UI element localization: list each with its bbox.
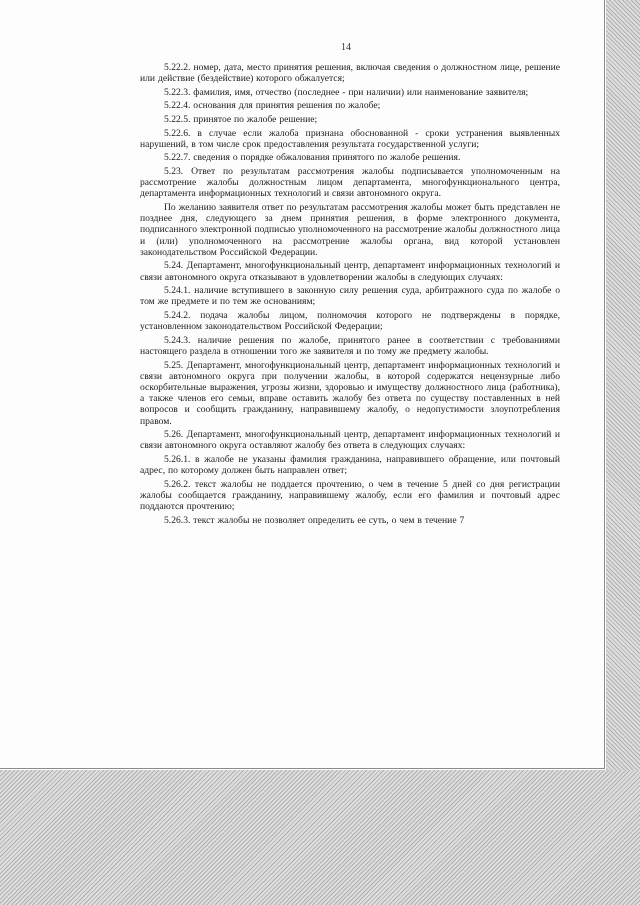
paragraph-5-25: 5.25. Департамент, многофункциональный центр, департамент информационных технологий и связи автономного округа при получении жалобы, в которой содержатся нецензурные либо оскорбительные выражения, угрозы жизни, здоровью и имуществу должностного лица (работника), а также членов его семьи, вправе оставить жалобу без ответа по существу поставленных в ней вопросов и сообщить гражданину, направившему жалобу, о недопустимости злоупотребления правом. xyxy=(140,359,560,427)
paragraph-5-26: 5.26. Департамент, многофункциональный центр, департамент информационных технологий и связи автономного округа оставляют жалобу без ответа в следующих случаях: xyxy=(140,429,560,452)
paragraph-5-22-2: 5.22.2. номер, дата, место принятия решения, включая сведения о должностном лице, решение или действие (бездействие) которого обжалуется; xyxy=(140,62,560,85)
paragraph-5-24-3: 5.24.3. наличие решения по жалобе, принятого ранее в соответствии с требованиями настоящего раздела в отношении того же заявителя и по тому же предмету жалобы. xyxy=(140,334,560,357)
document-body xyxy=(140,62,560,526)
paragraph-5-22-3: 5.22.3. фамилия, имя, отчество (последнее - при наличии) или наименование заявителя; xyxy=(164,86,529,98)
paragraph-5-24-1: 5.24.1. наличие вступившего в законную силу решения суда, арбитражного суда по жалобе о том же предмете и по тем же основаниям; xyxy=(140,285,560,308)
paragraph-5-22-7: 5.22.7. сведения о порядке обжалования принятого по жалобе решения. xyxy=(164,152,461,164)
paragraph-5-23: 5.23. Ответ по результатам рассмотрения жалобы подписывается уполномоченным на рассмотрение жалобы должностным лицом департамента, многофункционального центра, департамента информационных технологий и связи автономного округа. xyxy=(140,165,560,200)
paragraph-5-22-6: 5.22.6. в случае если жалоба признана обоснованной - сроки устранения выявленных нарушений, в том числе срок предоставления результата государственной услуги; xyxy=(140,127,560,150)
paragraph-5-26-1: 5.26.1. в жалобе не указаны фамилия гражданина, направившего обращение, или почтовый адрес, по которому должен быть направлен ответ; xyxy=(140,453,560,477)
paragraph-5-26-3: 5.26.3. текст жалобы не позволяет определить ее суть, о чем в течение 7 xyxy=(164,514,465,526)
page-number: 14 xyxy=(341,42,351,53)
scan-edge-bottom xyxy=(0,770,640,905)
paragraph-5-22-5: 5.22.5. принятое по жалобе решение; xyxy=(164,113,318,125)
paragraph-5-22-4: 5.22.4. основания для принятия решения по жалобе; xyxy=(164,100,381,112)
paragraph-5-24-2: 5.24.2. подача жалобы лицом, полномочия которого не подтверждены в порядке, установленном законодательством Российской Федерации; xyxy=(140,309,560,333)
paragraph-5-24: 5.24. Департамент, многофункциональный центр, департамент информационных технологий и связи автономного округа отказывают в удовлетворении жалобы в следующих случаях: xyxy=(140,260,560,283)
paragraph-5-26-2: 5.26.2. текст жалобы не поддается прочтению, о чем в течение 5 дней со дня регистрации жалобы сообщается гражданину, направившему жалобу, если его фамилия и почтовый адрес поддаются прочтению; xyxy=(140,478,560,513)
paragraph-5-23-electronic: По желанию заявителя ответ по результатам рассмотрения жалобы может быть представлен не позднее дня, следующего за днем принятия решения, в форме электронного документа, подписанного электронной подписью уполномоченного на рассмотрение жалобы должностного лица и (или) уполномоченного на рассмотрение жалобы органа, вид которой установлен законодательством Российской Федерации. xyxy=(140,201,560,258)
